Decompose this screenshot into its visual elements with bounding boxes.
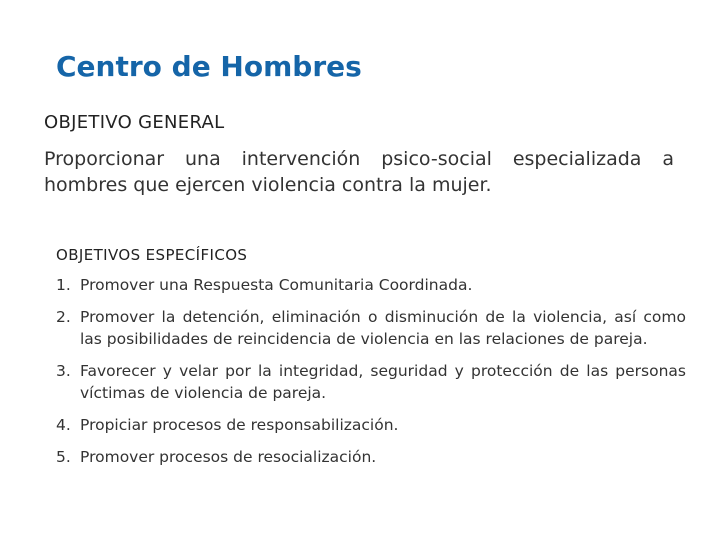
list-item <box>56 360 686 404</box>
list-item-text: Promover procesos de resocialización. <box>80 448 377 466</box>
list-item <box>56 306 686 350</box>
list-item-text: Favorecer y velar por la integridad, seguridad y protección de las personas víctimas de violencia de pareja. <box>80 362 686 402</box>
list-item-number: 2. <box>56 308 71 326</box>
list-item <box>56 274 686 296</box>
list-item-text: Promover la detención, eliminación o disminución de la violencia, así como las posibilidades de reincidencia de violencia en las relaciones de pareja. <box>80 308 686 348</box>
general-objective-text: Proporcionar una intervención psico-social especializada a hombres que ejercen violencia contra la mujer. <box>44 148 674 196</box>
general-objective-heading: OBJETIVO GENERAL <box>44 112 225 133</box>
list-item-number: 5. <box>56 448 71 466</box>
list-item-number: 3. <box>56 362 71 380</box>
list-item-number: 1. <box>56 276 71 294</box>
specific-objectives-list <box>56 274 686 478</box>
list-item-text: Propiciar procesos de responsabilización. <box>80 416 399 434</box>
list-item-number: 4. <box>56 416 71 434</box>
list-item <box>56 446 686 468</box>
list-item <box>56 414 686 436</box>
page-title: Centro de Hombres <box>56 50 362 83</box>
specific-objectives-heading: OBJETIVOS ESPECÍFICOS <box>56 246 248 264</box>
list-item-text: Promover una Respuesta Comunitaria Coordinada. <box>80 276 473 294</box>
